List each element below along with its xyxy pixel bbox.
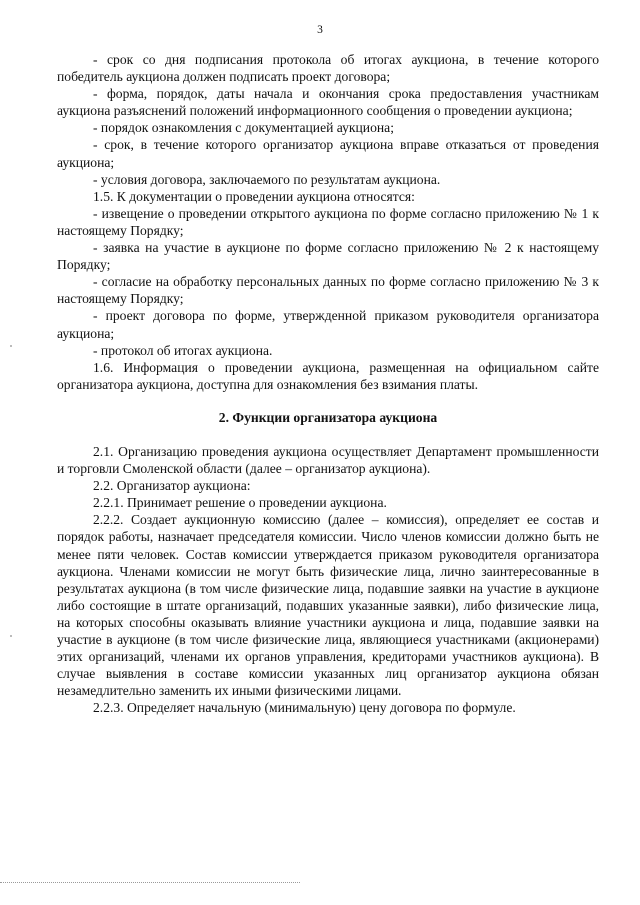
paragraph-results-protocol: - протокол об итогах аукциона. [93,342,273,358]
paragraph-contract-draft: - проект договора по форме, утвержденной приказом руководителя организатора аукциона; [57,308,599,341]
paragraph-contract-terms: - условия договора, заключаемого по результатам аукциона. [93,171,441,187]
paragraph-1-5: 1.5. К документации о проведении аукциона относятся: [93,188,415,204]
paragraph-documentation-review: - порядок ознакомления с документацией аукциона; [93,120,394,136]
paragraph-winner-signing-deadline: - срок со дня подписания протокола об итогах аукциона, в течение которого победитель аукциона должен подписать проект договора; [57,52,599,85]
paragraph-2-2-1: 2.2.1. Принимает решение о проведении аукциона. [93,495,387,511]
document-body [57,51,599,716]
paragraph-1-6: 1.6. Информация о проведении аукциона, размещенная на официальном сайте организатора аукциона, доступна для ознакомления без взимания платы. [57,359,599,392]
paragraph-2-1: 2.1. Организацию проведения аукциона осуществляет Департамент промышленности и торговли Смоленской области (далее – организатор аукциона). [57,443,599,477]
page-number: 3 [317,24,323,36]
paragraph-clarification-terms: - форма, порядок, даты начала и окончания срока предоставления участникам аукциона разъяснений положений информационного сообщения о проведении аукциона; [57,86,599,119]
footer-dotted-rule [0,882,300,884]
section-heading: 2. Функции организатора аукциона [218,409,438,425]
paragraph-2-2-3: 2.2.3. Определяет начальную (минимальную) цену договора по формуле. [93,700,516,716]
paragraph-2-2: 2.2. Организатор аукциона: [93,478,251,494]
paragraph-notice-form: - извещение о проведении открытого аукциона по форме согласно приложению № 1 к настоящему Порядку; [57,205,599,238]
scan-margin-speck [10,635,12,637]
paragraph-application-form: - заявка на участие в аукционе по форме согласно приложению № 2 к настоящему Порядку; [57,240,599,273]
scan-margin-speck [10,345,12,347]
paragraph-refusal-deadline: - срок, в течение которого организатор аукциона вправе отказаться от проведения аукциона; [57,137,599,170]
paragraph-2-2-2: 2.2.2. Создает аукционную комиссию (далее – комиссия), определяет ее состав и порядок работы, назначает председателя комиссии. Число членов комиссии должно быть не менее пяти человек. Состав комиссии утверждается приказом руководителя организатора аукциона. Членами комиссии не могут быть физические лица, лично заинтересованные в результатах аукциона (в том числе физические лица, подавшие заявки на участие в аукционе либо состоящие в штате организаций, подавших указанные заявки), либо физические лица, на которых способны оказывать влияние участники аукциона и лица, подавшие заявки на участие в аукционе (в том числе физические лица, являющиеся участниками (акционерами) этих организаций, членами их органов управления, кредиторами участников аукциона). В случае выявления в составе комиссии указанных лиц организатор аукциона обязан незамедлительно заменить их иными физическими лицами. [57,512,599,699]
paragraph-consent-form: - согласие на обработку персональных данных по форме согласно приложению № 3 к настоящему Порядку; [57,274,599,307]
